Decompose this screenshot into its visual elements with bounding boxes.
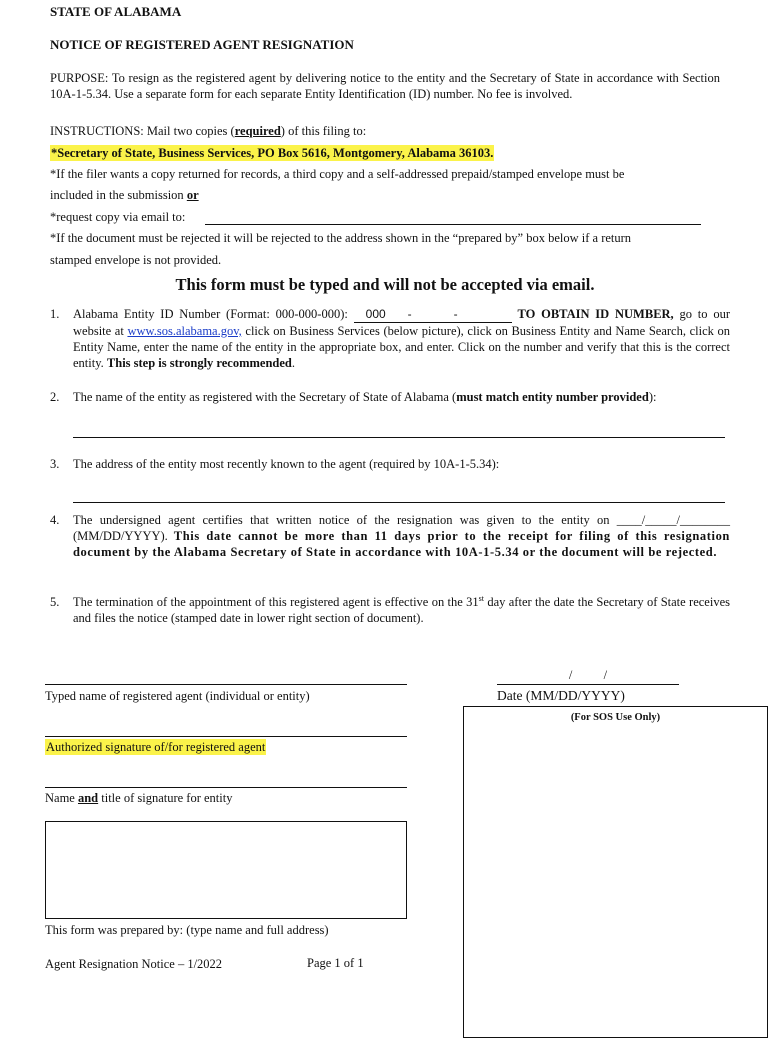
reject-line1: *If the document must be rejected it will be rejected to the address shown in the “prepared by” box below if a return bbox=[50, 231, 632, 245]
form-title: NOTICE OF REGISTERED AGENT RESIGNATION bbox=[50, 37, 354, 52]
item-2-text: The name of the entity as registered with the Secretary of State of Alabama ( bbox=[73, 390, 457, 404]
state-heading: STATE OF ALABAMA bbox=[50, 4, 182, 19]
item-3 bbox=[50, 456, 730, 472]
item-4-text: The undersigned agent certifies that written notice of the resignation was given to the entity on ____/_____/________ (MM/DD/YYYY). bbox=[73, 513, 730, 543]
authorized-signature-label-wrap bbox=[45, 739, 266, 755]
prepared-by-box[interactable] bbox=[45, 821, 407, 919]
entity-address-field[interactable] bbox=[73, 502, 725, 503]
signer-name-label bbox=[45, 790, 232, 806]
item-5-text-a: The termination of the appointment of this registered agent is effective on the 31 bbox=[73, 595, 479, 609]
and-emphasis: and bbox=[77, 791, 99, 805]
purpose-text: PURPOSE: To resign as the registered agent by delivering notice to the entity and the Secretary of State in accordance with Section 10A-1-5.34. Use a separate form for each separate Entity Identification (ID) number. No fee is involved. bbox=[50, 71, 720, 101]
copy-instructions-line1: *If the filer wants a copy returned for records, a third copy and a self-addressed prepaid/stamped envelope must be bbox=[50, 167, 625, 181]
instructions-suffix: ) of this filing to: bbox=[280, 124, 367, 138]
mailing-address-text: *Secretary of State, Business Services, PO Box 5616, Montgomery, Alabama 36103. bbox=[51, 146, 494, 160]
date-line[interactable] bbox=[497, 684, 679, 685]
item-2-body bbox=[73, 389, 730, 405]
date-label: Date (MM/DD/YYYY) bbox=[497, 688, 625, 703]
authorized-signature-line[interactable] bbox=[45, 736, 407, 737]
recommended-text: This step is strongly recommended bbox=[106, 356, 292, 370]
email-label: *request copy via email to: bbox=[50, 210, 186, 224]
signer-name-prefix: Name bbox=[45, 791, 78, 805]
item-2-number: 2. bbox=[50, 390, 60, 404]
typed-name-label: Typed name of registered agent (individual or entity) bbox=[45, 689, 310, 703]
item-3-text: The address of the entity most recently known to the agent (required by 10A-1-5.34): bbox=[73, 457, 500, 471]
item-4 bbox=[50, 512, 730, 560]
signer-name-suffix: title of signature for entity bbox=[98, 791, 233, 805]
mailing-address bbox=[50, 145, 494, 161]
footer-form-id: Agent Resignation Notice – 1/2022 bbox=[45, 957, 223, 971]
obtain-id-heading: TO OBTAIN ID NUMBER, bbox=[517, 307, 674, 321]
entity-id-dash-2: - bbox=[453, 307, 458, 321]
or-emphasis: or bbox=[186, 188, 199, 202]
entity-id-field[interactable] bbox=[354, 306, 512, 323]
item-1-rest: click on Business Services (below picture), click on Business Entity and Name Search, click on Entity Name, enter the name of the entity in the appropriate box, and enter. Click on the number and verify that this is the correct entity. bbox=[73, 324, 730, 370]
typed-name-line[interactable] bbox=[45, 684, 407, 685]
reject-line2: stamped envelope is not provided. bbox=[50, 253, 222, 267]
instructions-prefix: INSTRUCTIONS: Mail two copies ( bbox=[50, 124, 235, 138]
copy-instructions-line2 bbox=[50, 187, 199, 203]
item-3-number: 3. bbox=[50, 457, 60, 471]
entity-id-prefix: 000 bbox=[365, 307, 386, 321]
item-5-number: 5. bbox=[50, 595, 60, 609]
instructions-line bbox=[50, 123, 730, 139]
copy-instructions-text: included in the submission bbox=[50, 188, 187, 202]
item-1 bbox=[50, 306, 730, 371]
item-1-body bbox=[73, 306, 730, 371]
authorized-signature-label: Authorized signature of/for registered agent bbox=[46, 740, 266, 754]
item-2 bbox=[50, 389, 730, 405]
date-slashes: / / bbox=[568, 668, 608, 682]
entity-id-dash-1: - bbox=[407, 307, 412, 321]
item-1-period: . bbox=[291, 356, 295, 370]
footer-page-number: Page 1 of 1 bbox=[307, 956, 364, 970]
item-5-superscript: st bbox=[478, 593, 485, 603]
item-5 bbox=[50, 594, 730, 626]
item-2-bold: must match entity number provided bbox=[456, 390, 649, 404]
item-5-body bbox=[73, 594, 730, 626]
required-emphasis: required bbox=[234, 124, 281, 138]
email-field[interactable] bbox=[205, 224, 701, 225]
item-1-number: 1. bbox=[50, 307, 60, 321]
prepared-by-label: This form was prepared by: (type name and full address) bbox=[45, 923, 329, 937]
signer-name-line[interactable] bbox=[45, 787, 407, 788]
entity-id-label: Alabama Entity ID Number (Format: 000-000-000): bbox=[73, 307, 354, 321]
typed-only-notice: This form must be typed and will not be accepted via email. bbox=[175, 275, 595, 294]
item-2-end: ): bbox=[648, 390, 657, 404]
sos-use-box bbox=[463, 706, 768, 1038]
item-4-warning: This date cannot be more than 11 days prior to the receipt for filing of this resignation document by the Alabama Secretary of State in accordance with 10A-1-5.34 or the document will be rejected. bbox=[73, 529, 730, 559]
entity-name-field[interactable] bbox=[73, 437, 725, 438]
item-5-text-b: day after the date the Secretary of State receives and files the notice (stamped date in lower right section of document). bbox=[73, 595, 730, 625]
go-to-text: go to our website at bbox=[73, 307, 731, 338]
item-4-number: 4. bbox=[50, 513, 60, 527]
item-4-body bbox=[73, 512, 730, 560]
sos-use-label: (For SOS Use Only) bbox=[570, 712, 661, 723]
sos-website-link[interactable]: www.sos.alabama.gov, bbox=[127, 324, 242, 338]
